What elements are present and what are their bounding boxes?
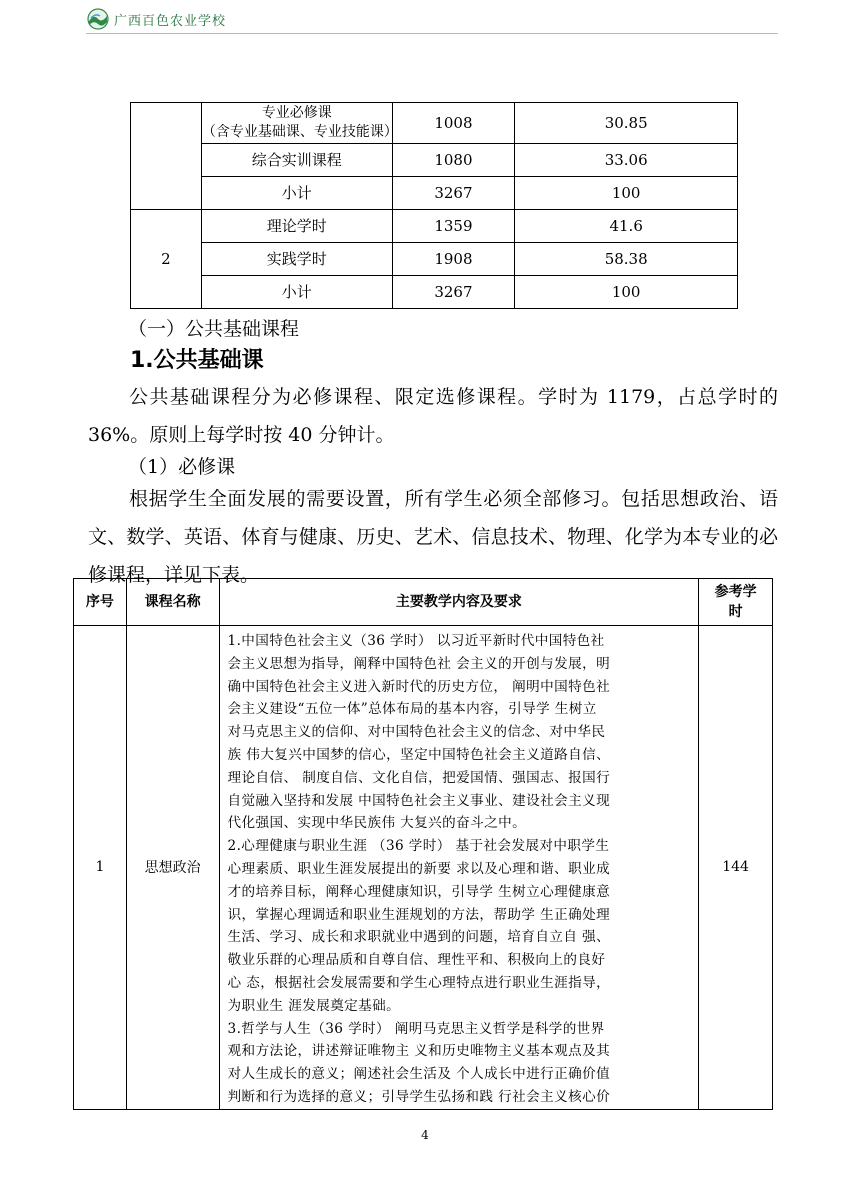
course-type-cell: 小计 bbox=[201, 276, 392, 309]
course-type-cell: 小计 bbox=[201, 177, 392, 210]
table-row bbox=[131, 177, 738, 210]
course-table bbox=[73, 578, 773, 1110]
percent-cell: 58.38 bbox=[515, 243, 738, 276]
table-row bbox=[131, 210, 738, 243]
course-content-cell: 1.中国特色社会主义（36 学时） 以习近平新时代中国特色社 会主义思想为指导，阐释中国特色社 会主义的开创与发展，明 确中国特色社会主义进入新时代的历史方位， 阐明中国特色社 会主义建设“五位一体”总体布局的基本内容，引导学 生树立 对马克思主义的信仰、对中国特色社会主义的信念、对中华民 族 伟大复兴中国梦的信心，坚定中国特色社会主义道路自信、 理论自信、 制度自信、文化自信，把爱国情、强国志、报国行 自觉融入坚持和发展 中国特色社会主义事业、建设社会主义现 代化强国、实现中华民族伟 大复兴的奋斗之中。 2.心理健康与职业生涯 （36 学时） 基于社会发展对中职学生 心理素质、职业生涯发展提出的新要 求以及心理和谐、职业成 才的培养目标，阐释心理健康知识，引导学 生树立心理健康意 识，掌握心理调适和职业生涯规划的方法，帮助学 生正确处理 生活、学习、成长和求职就业中遇到的问题，培育自立自 强、 敬业乐群的心理品质和自尊自信、理性平和、积极向上的良好 心 态，根据社会发展需要和学生心理特点进行职业生涯指导， 为职业生 涯发展奠定基础。 3.哲学与人生（36 学时） 阐明马克思主义哲学是科学的世界 观和方法论，讲述辩证唯物主 义和历史唯物主义基本观点及其 对人生成长的意义；阐述社会生活及 个人成长中进行正确价值 判断和行为选择的意义；引导学生弘扬和践 行社会主义核心价 bbox=[219, 626, 699, 1110]
course-name-cell: 思想政治 bbox=[126, 626, 219, 1110]
group-index-cell bbox=[131, 103, 202, 210]
percent-cell: 30.85 bbox=[515, 103, 738, 144]
hours-cell: 1359 bbox=[392, 210, 515, 243]
hours-cell: 1008 bbox=[392, 103, 515, 144]
group-index-cell: 2 bbox=[131, 210, 202, 309]
hours-cell: 3267 bbox=[392, 177, 515, 210]
paragraph-required: 根据学生全面发展的需要设置，所有学生必须全部修习。包括思想政治、语文、数学、英语、体育与健康、历史、艺术、信息技术、物理、化学为本专业的必修课程，详见下表。 bbox=[88, 488, 778, 586]
table-row bbox=[131, 144, 738, 177]
page-number: 4 bbox=[421, 1128, 429, 1142]
section-heading: （一）公共基础课程 bbox=[128, 318, 300, 340]
header-course-name: 课程名称 bbox=[126, 579, 219, 626]
header-hours: 参考学 时 bbox=[699, 579, 773, 626]
summary-table bbox=[130, 102, 738, 309]
school-name: 广西百色农业学校 bbox=[114, 13, 227, 29]
school-logo-icon bbox=[86, 8, 110, 30]
table-row bbox=[131, 103, 738, 144]
table-header-row bbox=[74, 579, 773, 626]
header-divider bbox=[86, 33, 778, 34]
hours-cell: 3267 bbox=[392, 276, 515, 309]
course-no-cell: 1 bbox=[74, 626, 127, 1110]
percent-cell: 100 bbox=[515, 276, 738, 309]
percent-cell: 100 bbox=[515, 177, 738, 210]
page-header bbox=[86, 6, 226, 32]
course-type-cell: 实践学时 bbox=[201, 243, 392, 276]
course-type-cell: 专业必修课 （含专业基础课、专业技能课） bbox=[201, 103, 392, 144]
required-heading: （1）必修课 bbox=[128, 456, 236, 478]
paragraph-hours: 公共基础课程分为必修课程、限定选修课程。学时为 1179，占总学时的 36%。原则上每学时按 40 分钟计。 bbox=[88, 386, 778, 446]
hours-cell: 1908 bbox=[392, 243, 515, 276]
table-row bbox=[131, 276, 738, 309]
header-no: 序号 bbox=[74, 579, 127, 626]
table-row bbox=[74, 626, 773, 1110]
percent-cell: 33.06 bbox=[515, 144, 738, 177]
subsection-heading: 1.公共基础课 bbox=[130, 348, 264, 373]
table-row bbox=[131, 243, 738, 276]
course-type-cell: 综合实训课程 bbox=[201, 144, 392, 177]
hours-cell: 1080 bbox=[392, 144, 515, 177]
course-hours-cell: 144 bbox=[699, 626, 773, 1110]
course-type-cell: 理论学时 bbox=[201, 210, 392, 243]
percent-cell: 41.6 bbox=[515, 210, 738, 243]
header-content: 主要教学内容及要求 bbox=[219, 579, 699, 626]
